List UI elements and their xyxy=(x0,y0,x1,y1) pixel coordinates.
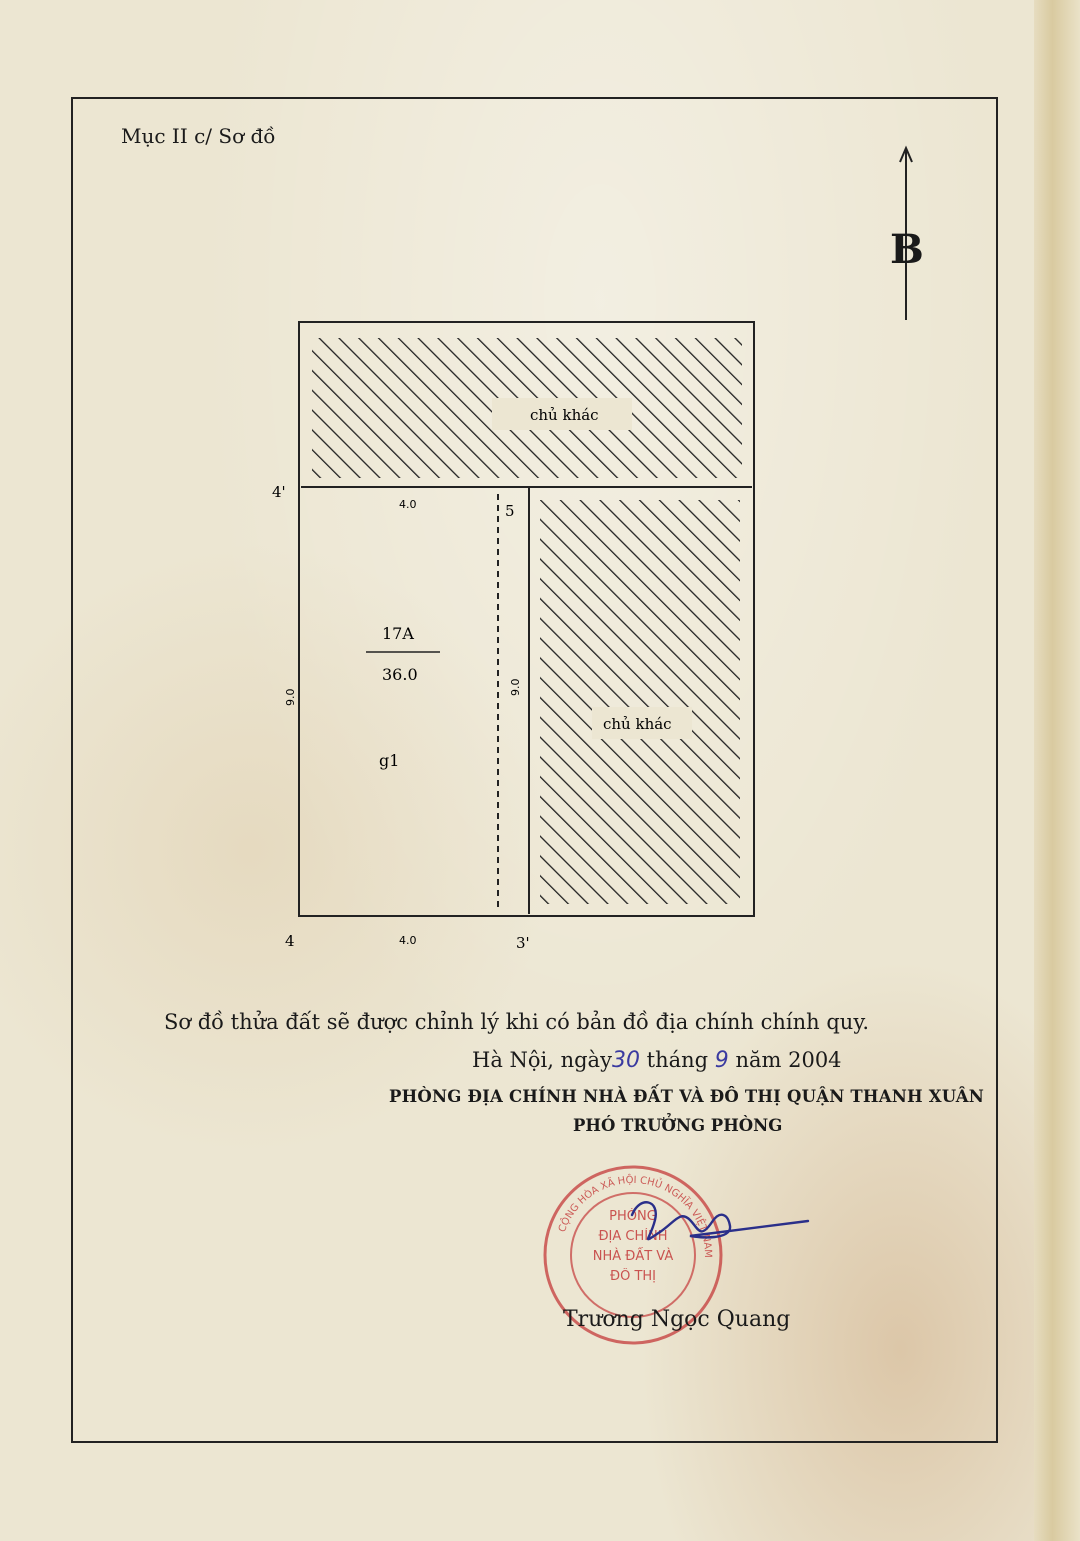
date-month: 9 xyxy=(714,1048,729,1073)
corner-label-3prime: 3' xyxy=(516,934,530,952)
seal-line-4: ĐÔ THỊ xyxy=(610,1269,656,1284)
top-parcel-label: chủ khác xyxy=(530,406,599,424)
section-heading: Mục II c/ Sơ đồ xyxy=(121,124,276,148)
signer-name: Trương Ngọc Quang xyxy=(563,1307,791,1332)
seal-ring-text: CỘNG HÒA XÃ HỘI CHỦ NGHĨA VIỆT NAM xyxy=(556,1174,714,1259)
signer-role: PHÓ TRƯỞNG PHÒNG xyxy=(573,1116,783,1135)
dimension-bottom: 4.0 xyxy=(399,934,417,947)
corner-label-5: 5 xyxy=(505,502,515,520)
corner-label-4: 4 xyxy=(285,932,295,950)
adjustment-note: Sơ đồ thửa đất sẽ được chỉnh lý khi có bản đồ địa chính chính quy. xyxy=(164,1010,870,1034)
parcel-area: 36.0 xyxy=(382,665,418,684)
dimension-top: 4.0 xyxy=(399,498,417,511)
seal-line-3: NHÀ ĐẤT VÀ xyxy=(592,1249,674,1264)
date-day: 30 xyxy=(611,1048,640,1073)
corner-label-4prime: 4' xyxy=(272,483,286,501)
parcel-number: 17A xyxy=(382,624,414,643)
seal-line-2: ĐỊA CHÍNH xyxy=(598,1229,668,1244)
north-label: B xyxy=(890,226,924,273)
date-month-word: tháng xyxy=(646,1048,709,1072)
parcel-code: g1 xyxy=(379,751,400,770)
office-name: PHÒNG ĐỊA CHÍNH NHÀ ĐẤT VÀ ĐÔ THỊ QUẬN THANH XUÂN xyxy=(389,1087,985,1106)
date-year: năm 2004 xyxy=(735,1048,842,1072)
dimension-middle: 9.0 xyxy=(509,678,522,696)
date-prefix: Hà Nội, ngày xyxy=(472,1048,612,1072)
right-parcel-label: chủ khác xyxy=(603,715,672,733)
dimension-left: 9.0 xyxy=(284,688,297,706)
seal-line-1: PHÒNG xyxy=(609,1209,657,1224)
